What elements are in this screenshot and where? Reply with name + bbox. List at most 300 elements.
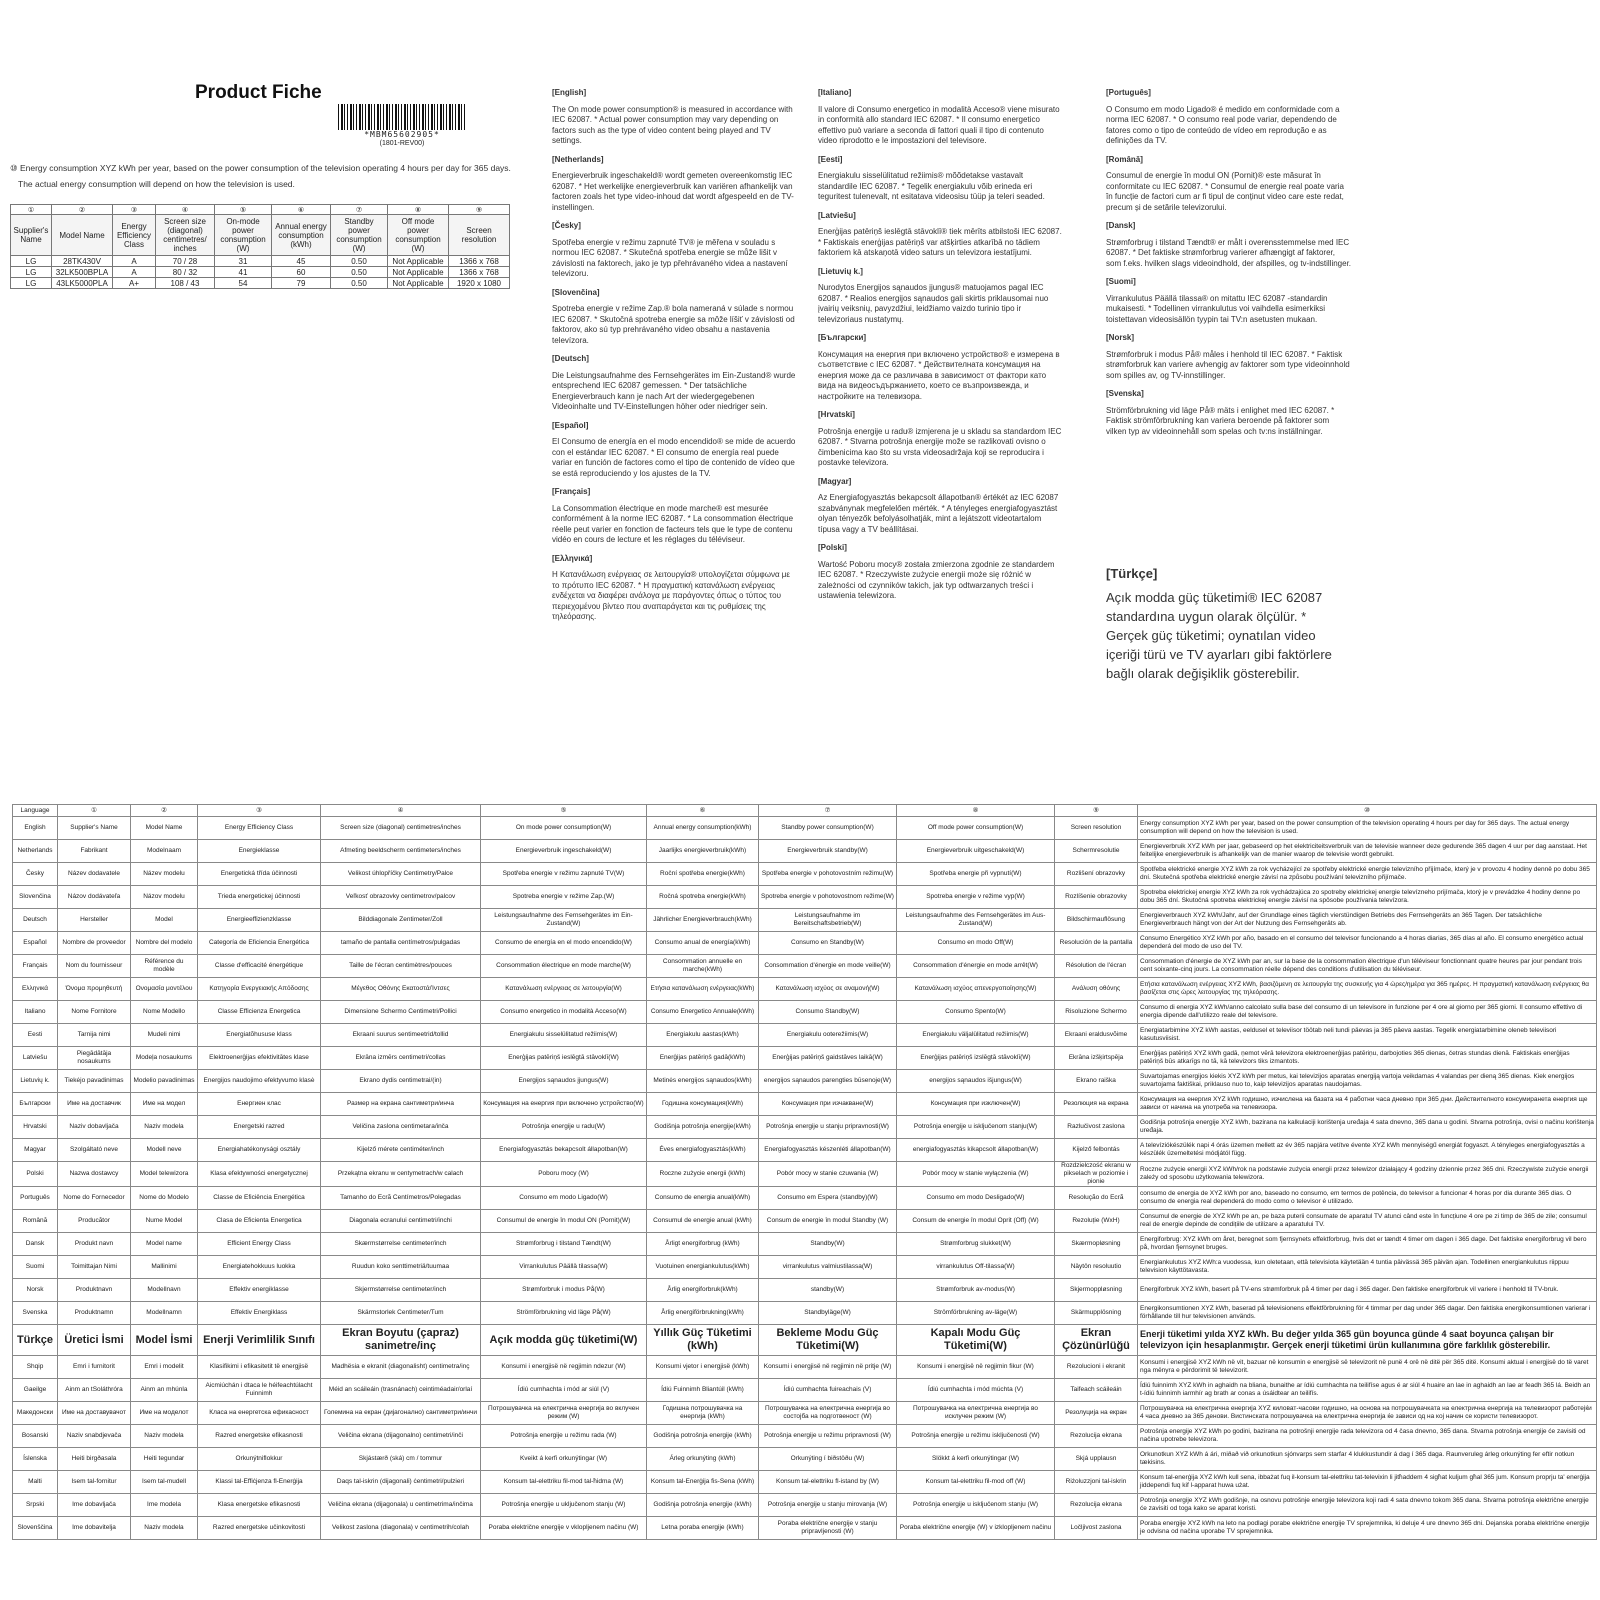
table-row (13, 1517, 1597, 1540)
lang-body: Strömförbrukning vid läge På® mäts i enlighet med IEC 62087. * Faktisk strömförbrukning kan variera beroende på faktorer som vilken typ av videoinnehåll som spelas och tv:ns inställningar. (1106, 405, 1335, 436)
language-name-cell: Malti (13, 1471, 58, 1494)
table-cell: Orkunýtniflokkur (198, 1448, 321, 1471)
table-cell: Název modelu (131, 863, 198, 886)
table-cell: Modeļa nosaukums (131, 1047, 198, 1070)
table-cell: Rezolucioni i ekranit (1055, 1356, 1138, 1379)
table-row (13, 1139, 1597, 1162)
table-cell: Consumo em modo Ligado(W) (481, 1187, 647, 1210)
lang-body: O Consumo em modo Ligado® é medido em conformidade com a norma IEC 62087. * O consumo real pode variar, dependendo de fatores como o tipo de conteúdo de vídeo em reprodução e as definições da TV. (1106, 104, 1340, 145)
table-cell: Název dodavatele (58, 863, 131, 886)
language-name-cell: Polski (13, 1162, 58, 1187)
table-cell: On mode power consumption(W) (481, 817, 647, 840)
table-row (13, 1302, 1597, 1325)
language-name-cell: Lietuvių k. (13, 1070, 58, 1093)
table-cell: Hersteller (58, 909, 131, 932)
table-cell: Model (131, 909, 198, 932)
table-cell: Potrošnja energije u režimu isključenosti (W) (897, 1425, 1055, 1448)
lang-heading: [Norsk] (1106, 333, 1135, 342)
table-cell: Naziv modela (131, 1116, 198, 1139)
summary-header: Screen resolution (449, 215, 510, 256)
table-cell: Modelio pavadinimas (131, 1070, 198, 1093)
table-cell: Klasa energetske efikasnosti (198, 1494, 321, 1517)
language-name-cell: Türkçe (13, 1325, 58, 1356)
summary-num: ② (52, 205, 113, 215)
table-cell: Konsumi i energjisë në regjimin ndezur (W) (481, 1356, 647, 1379)
table-cell: Screen size (diagonal) centimetres/inches (321, 817, 481, 840)
table-cell: Nome do Fornecedor (58, 1187, 131, 1210)
table-cell: Pobór mocy w stanie wyłączenia (W) (897, 1162, 1055, 1187)
table-cell: Standby(W) (759, 1233, 897, 1256)
summary-row (11, 278, 510, 289)
table-cell: Årligt energiforbrug (kWh) (647, 1233, 759, 1256)
table-cell: Skjermoppløsning (1055, 1279, 1138, 1302)
table-cell: Консумация на енергия XYZ kWh годишно, изчислена на базата на 4 работни часа дневно при 365 дни. Действителното консумиранета енергия ще зависи от начина на употреба на телевизора. (1138, 1093, 1597, 1116)
table-cell: Konsum tal-elettriku fil-mod tal-ħidma (W) (481, 1471, 647, 1494)
lang-heading: [Română] (1106, 154, 1143, 164)
table-cell: Letna poraba energije (kWh) (647, 1517, 759, 1540)
table-cell: Categoría de Eficiencia Energética (198, 932, 321, 955)
table-row (13, 863, 1597, 886)
table-cell: Консумация на енергия при включено устройство(W) (481, 1093, 647, 1116)
lang-body: Energiakulu sisselülitatud režiimis® mõõdetakse vastavalt standardile IEC 62087. * Tegelik energiakulu võib erineda eri teguritest tulenevalt, nt esitatava videosisu tüüp ja teleri seaded. (818, 171, 1045, 201)
table-cell: Consumo de energía en el modo encendido(W) (481, 932, 647, 955)
table-cell: Mallinimi (131, 1256, 198, 1279)
summary-header: On-mode power consumption (W) (215, 215, 272, 256)
table-cell: Poraba električne energije v stanju pripravljenosti (W) (759, 1517, 897, 1540)
lang-body: Il valore di Consumo energetico in modalità Acceso® viene misurato in conformità allo standard IEC 62087. * Il consumo energetico effettivo può variare a seconda di fattori quali il tipo di contenuto video riprodotto e le impostazioni del televisore. (818, 104, 1060, 145)
table-row (13, 1448, 1597, 1471)
language-name-cell: Gaeilge (13, 1379, 58, 1402)
table-cell: Ídiú Fuinnimh Bliantúil (kWh) (647, 1379, 759, 1402)
table-cell: Tamanho do Ecrã Centímetros/Polegadas (321, 1187, 481, 1210)
summary-cell: LG (11, 267, 52, 278)
summary-cell: 43LK5000PLA (52, 278, 113, 289)
table-cell: Suvartojamas energijos kiekis XYZ kWh per metus, kai televizijos aparatas energiją vartoja veikdamas 4 valandas per dieną 365 dienas. Kiek energijos suvartojama faktiškai, priklauso nuo to, kaip televizijos aparatas naudojamas. (1138, 1070, 1597, 1093)
table-header-cell: ⑧ (897, 805, 1055, 817)
table-cell: Потрошувачка на електрична енергија во состојба на подготвеност (W) (759, 1402, 897, 1425)
language-name-cell: Deutsch (13, 909, 58, 932)
table-cell: Consumul de energie anual (kWh) (647, 1210, 759, 1233)
table-cell: Poraba električne energije v vklopljenem načinu (W) (481, 1517, 647, 1540)
table-cell: Ekran Boyutu (çapraz) sanimetre/inç (321, 1325, 481, 1356)
table-cell: Ruudun koko senttimetriä/tuumaa (321, 1256, 481, 1279)
table-cell: Strømforbruk i modus På(W) (481, 1279, 647, 1302)
table-cell: Taifeach scáileáin (1055, 1379, 1138, 1402)
table-cell: Skjermstørrelse centimeter/inch (321, 1279, 481, 1302)
summary-cell: 79 (272, 278, 331, 289)
table-cell: Klassi tal-Effiċjenza fl-Enerġija (198, 1471, 321, 1494)
table-cell: Energiatehokkuus luokka (198, 1256, 321, 1279)
table-cell: Consumo em Espera (standby)(W) (759, 1187, 897, 1210)
table-cell: Rozlíšenie obrazovky (1055, 886, 1138, 909)
table-cell: Consumo Standby(W) (759, 1001, 897, 1024)
table-cell: Emri i furnitorit (58, 1356, 131, 1379)
table-cell: Consumul de energie în modul ON (Pornit)(W) (481, 1210, 647, 1233)
summary-cell: LG (11, 278, 52, 289)
table-cell: Energy consumption XYZ kWh per year, based on the power consumption of the television operating 4 hours per day for 365 days. The actual energy consumption will depend on how the television is used. (1138, 817, 1597, 840)
table-cell: Spotreba elektrickej energie XYZ kWh za rok vychádzajúca zo spotreby elektrickej energie televízneho prijímača, ktorý je v prevádzke 4 hodiny denne po dobu 365 dní. Skutočná spotreba elektrickej energie závisí na spôsobe používania televízora. (1138, 886, 1597, 909)
language-name-cell: Français (13, 955, 58, 978)
table-cell: Konsum tal-elettriku fl-istand by (W) (759, 1471, 897, 1494)
table-cell: Bildschirmauflösung (1055, 909, 1138, 932)
summary-number-row (11, 205, 510, 215)
table-row (13, 817, 1597, 840)
lang-body: Die Leistungsaufnahme des Fernsehgerätes im Ein-Zustand® wurde entsprechend IEC 62087 gemessen. * Der tatsächliche Energieverbrauch kann je nach Art der wiedergegebenen Videoinhalte und TV-Einstellungen höher oder niedriger sein. (552, 370, 796, 411)
table-cell: Virrankulutus Päällä tilassa(W) (481, 1256, 647, 1279)
summary-num: ⑥ (272, 205, 331, 215)
table-cell: Energiankulutus XYZ kWh:a vuodessa, kun oletetaan, että televisiota käytetään 4 tuntia päivässä 365 päivän ajan. Todellinen energiankulutus riippuu television käyttötavasta. (1138, 1256, 1597, 1279)
language-name-cell: English (13, 817, 58, 840)
table-header-cell: ① (58, 805, 131, 817)
lang-heading: [Français] (552, 487, 591, 496)
page-title: Product Fiche (195, 82, 322, 103)
table-cell: Jährlicher Energieverbrauch(kWh) (647, 909, 759, 932)
table-cell: Enerji Verimlilik Sınıfı (198, 1325, 321, 1356)
table-cell: Kijelző felbontás (1055, 1139, 1138, 1162)
table-cell: Energieverbrauch XYZ kWh/Jahr, auf der Grundlage eines täglich vierstündigen Betriebs des Fernsehgeräts an 365 Tagen. Der tatsächliche Energieverbrauch hängt von der Art der Nutzung des Fernsehgeräts ab. (1138, 909, 1597, 932)
table-cell: Piegādātāja nosaukums (58, 1047, 131, 1070)
summary-header: Model Name (52, 215, 113, 256)
table-row (13, 978, 1597, 1001)
table-cell: Spotreba energie v pohotovostnom režime(W) (759, 886, 897, 909)
lang-heading: [Polski] (818, 543, 847, 552)
table-cell: Screen resolution (1055, 817, 1138, 840)
table-cell: Model telewizora (131, 1162, 198, 1187)
summary-header: Standby power consumption (W) (331, 215, 388, 256)
table-cell: Consommation d'énergie en mode arrêt(W) (897, 955, 1055, 978)
table-cell: Ekrano raiška (1055, 1070, 1138, 1093)
table-cell: Vuotuinen energiankulutus(kWh) (647, 1256, 759, 1279)
table-cell: Energetski razred (198, 1116, 321, 1139)
table-row (13, 1162, 1597, 1187)
table-cell: Roczne zużycie energii (kWh) (647, 1162, 759, 1187)
table-cell: Spotreba energie v režime vyp(W) (897, 886, 1055, 909)
table-cell: Metinės energijos sąnaudos(kWh) (647, 1070, 759, 1093)
table-cell: Heiti tegundar (131, 1448, 198, 1471)
table-cell: Име на модел (131, 1093, 198, 1116)
table-cell: Produktnavn (58, 1279, 131, 1302)
table-header-cell: ④ (321, 805, 481, 817)
barcode-text: *MBM65602905* (364, 130, 440, 139)
language-name-cell: Eesti (13, 1024, 58, 1047)
summary-cell: 32LK500BPLA (52, 267, 113, 278)
table-cell: Име на доставчик (58, 1093, 131, 1116)
lang-heading: [Hrvatski] (818, 410, 855, 419)
language-name-cell: Español (13, 932, 58, 955)
table-cell: Model name (131, 1233, 198, 1256)
table-cell: Tarnija nimi (58, 1024, 131, 1047)
table-cell: Isem tal-mudell (131, 1471, 198, 1494)
table-cell: Κατηγορία Ενεργειακής Απόδοσης (198, 978, 321, 1001)
table-cell: Консумация при изчакване(W) (759, 1093, 897, 1116)
summary-cell: 108 / 43 (156, 278, 215, 289)
summary-cell: 28TK430V (52, 256, 113, 267)
table-cell: Ainm an tSoláthróra (58, 1379, 131, 1402)
table-cell: Méid an scáileáin (trasnánach) ceintiméadair/orlaí (321, 1379, 481, 1402)
table-cell: Potrošnja energije u isključenom stanju(W) (897, 1116, 1055, 1139)
table-cell: Model İsmi (131, 1325, 198, 1356)
barcode-revision: (1801-REV00) (379, 140, 425, 147)
table-cell: Consumo Energético XYZ kWh por año, basado en el consumo del televisor funcionando a 4 horas diarias, 365 días al año. El consumo energético actual dependerá del modo de uso del TV. (1138, 932, 1597, 955)
lang-body: La Consommation électrique en mode marche® est mesurée conformément à la norme IEC 62087. * La consommation électrique réelle peut varier en fonction de facteurs tels que le type de contenu vidéo en cours de lecture et les réglages du téléviseur. (552, 503, 794, 544)
lang-body: Strømforbruk i modus På® måles i henhold til IEC 62087. * Faktisk strømforbruk kan variere avhengig av faktorer som type videoinnhold som spilles av, og TV-innstillinger. (1106, 349, 1350, 380)
lang-body: Spotreba energie v režime Zap.® bola nameraná v súlade s normou IEC 62087. * Skutočná spotreba energie sa môže líšiť v závislosti od faktorov, ako sú typ prehrávaného video obsahu a nastavenia televízora. (552, 304, 795, 345)
table-cell: Godišnja potrošnja energije (kWh) (647, 1494, 759, 1517)
summary-cell: A (113, 256, 156, 267)
table-cell: Näytön resoluutio (1055, 1256, 1138, 1279)
table-cell: Energieverbruik standby(W) (759, 840, 897, 863)
table-cell: Consumo Spento(W) (897, 1001, 1055, 1024)
table-cell: Heiti birgðasala (58, 1448, 131, 1471)
table-cell: Naziv snabdjevača (58, 1425, 131, 1448)
table-cell: Όνομα προμηθευτή (58, 978, 131, 1001)
table-cell: Ídiú cumhachta i mód ar siúl (V) (481, 1379, 647, 1402)
language-translation-table (12, 804, 1597, 1540)
table-cell: Nome Fornitore (58, 1001, 131, 1024)
table-cell: Skjástærð (ská) cm / tommur (321, 1448, 481, 1471)
lang-heading: [Svenska] (1106, 389, 1144, 398)
lang-body: The On mode power consumption® is measured in accordance with IEC 62087. * Actual power consumption may vary depending on factors such as the type of video content being played and TV settings. (552, 104, 793, 145)
table-cell: Ime dobavljača (58, 1494, 131, 1517)
table-cell: Konsum tal-enerġija XYZ kWh kull sena, ibbażat fuq il-konsum tal-elettriku tat-televixin li jitħaddem 4 sigħat kuljum għal 365 jum. Konsum proprju ta' enerġija jiddependi fuq kif l-apparat huwa użat. (1138, 1471, 1597, 1494)
lang-heading: [Slovenčina] (552, 287, 600, 297)
table-cell: Dimensione Schermo Centimetri/Pollici (321, 1001, 481, 1024)
table-cell: Potrošnja energije u uključenom stanju (W) (481, 1494, 647, 1517)
table-cell: Nombre del modelo (131, 932, 198, 955)
table-cell: Enerģijas patēriņš izslēgtā stāvoklī(W) (897, 1047, 1055, 1070)
table-cell: energijos sąnaudos išjungus(W) (897, 1070, 1055, 1093)
lang-body: Strømforbrug i tilstand Tændt® er målt i overensstemmelse med IEC 62087. * Det faktiske strømforbrug varierer afhængigt af faktorer, som f.eks. hvilken slags videoindhold, der afspilles, og tv-indstillinger. (1106, 237, 1352, 268)
table-cell: Klasa efektywności energetycznej (198, 1162, 321, 1187)
table-cell: Názov dodávateľa (58, 886, 131, 909)
table-cell: Konsumi i energjisë në regjimin fikur (W) (897, 1356, 1055, 1379)
table-cell: Potrošnja energije XYZ kWh po godini, bazirana na potrošnji energije rada televizora od 4 časa dnevno, 365 dana. Stvarna potrošnja energije će zavisiti od načina upotrebe televizora. (1138, 1425, 1597, 1448)
table-cell: Modelnaam (131, 840, 198, 863)
table-cell: Årlig energiförbrukning(kWh) (647, 1302, 759, 1325)
table-cell: Потрошувачка на електрична енергија во вклучен режим (W) (481, 1402, 647, 1425)
table-cell: Naziv dobavljača (58, 1116, 131, 1139)
table-cell: Rezoluție (WxH) (1055, 1210, 1138, 1233)
table-cell: Consumul de energie de XYZ kWh pe an, pe baza puterii consumate de aparatul TV atunci când este în funcțiune 4 ore pe zi timp de 365 de zile; consumul real de energie depinde de condițiile de utilizare a aparatului TV. (1138, 1210, 1597, 1233)
table-cell: Référence du modèle (131, 955, 198, 978)
table-cell: Κατανάλωση ενέργειας σε λειτουργία(W) (481, 978, 647, 1001)
table-cell: Μέγεθος Οθόνης Εκατοστά/Ίντσες (321, 978, 481, 1001)
table-cell: Enerģijas patēriņš ieslēgtā stāvoklī(W) (481, 1047, 647, 1070)
table-cell: Ídiú cumhachta i mód múchta (V) (897, 1379, 1055, 1402)
table-cell: Resolução do Ecrã (1055, 1187, 1138, 1210)
summary-header: Screen size (diagonal) centimetres/ inches (156, 215, 215, 256)
table-cell: Nome Modello (131, 1001, 198, 1024)
summary-header: Annual energy consumption (kWh) (272, 215, 331, 256)
table-cell: Consommation électrique en mode marche(W) (481, 955, 647, 978)
lang-body: Potrošnja energije u radu® izmjerena je u skladu sa standardom IEC 62087. * Stvarna potrošnja energije može se razlikovati ovisno o čimbenicima kao što su vrsta videosadržaja koji se reproducira i postavke televizora. (818, 426, 1062, 467)
summary-num: ⑦ (331, 205, 388, 215)
table-header-cell: ⑩ (1138, 805, 1597, 817)
table-cell: virrankulutus Off-tilassa(W) (897, 1256, 1055, 1279)
table-cell: Skjá upplausn (1055, 1448, 1138, 1471)
table-cell: Годишна потрошувачка на енергија (kWh) (647, 1402, 759, 1425)
table-cell: Standby power consumption(W) (759, 817, 897, 840)
table-cell: Classe d'efficacité énergétique (198, 955, 321, 978)
lang-heading: [Ελληνικά] (552, 553, 593, 563)
table-cell: Elektroenerģijas efektivitātes klase (198, 1047, 321, 1070)
table-cell: Консумация при изключен(W) (897, 1093, 1055, 1116)
table-cell: Naziv modela (131, 1517, 198, 1540)
table-cell: Consumo em modo Desligado(W) (897, 1187, 1055, 1210)
table-cell: Enerģijas patēriņš gaidstāves laikā(W) (759, 1047, 897, 1070)
language-name-cell: Português (13, 1187, 58, 1210)
language-name-cell: Suomi (13, 1256, 58, 1279)
lang-body: Spotřeba energie v režimu zapnuté TV® je měřena v souladu s normou IEC 62087. * Skutečná spotřeba energie se může lišit v závislosti na faktorech, jako je typ přehrávaného videa a nastavení televizoru. (552, 237, 788, 278)
table-cell: Yıllık Güç Tüketimi (kWh) (647, 1325, 759, 1356)
table-cell: Résolution de l'écran (1055, 955, 1138, 978)
table-cell: Consum de energie în modul Oprit (Off) (W) (897, 1210, 1055, 1233)
language-column-1 (552, 80, 797, 623)
table-cell: Потрошувачка на електрична енергија XYZ киловат-часови годишно, на основа на потрошувачката на електрична енергија на телевизорот работејќи 4 часа дневно за 365 денови. Вистинската потрошувачка на електрична енергија ќе зависи од на кој начин се користи телевизорот. (1138, 1402, 1597, 1425)
table-cell: Szolgáltató neve (58, 1139, 131, 1162)
table-cell: Име на моделот (131, 1402, 198, 1425)
lang-heading: [Dansk] (1106, 221, 1136, 230)
table-cell: Spotreba energie v režime Zap.(W) (481, 886, 647, 909)
table-row (13, 1402, 1597, 1425)
turkish-lang-heading: [Türkçe] (1106, 566, 1158, 581)
table-cell: Emri i modelit (131, 1356, 198, 1379)
table-cell: Slökkt á kerfi orkunýtingar (W) (897, 1448, 1055, 1471)
table-cell: Isem tal-fornitur (58, 1471, 131, 1494)
summary-cell: 80 / 32 (156, 267, 215, 278)
table-cell: Daqs tal-iskrin (dijagonali) ċentimetri/pulzieri (321, 1471, 481, 1494)
table-row (13, 1001, 1597, 1024)
table-cell: Potrošnja energije u isključenom stanju (W) (897, 1494, 1055, 1517)
table-row (13, 1356, 1597, 1379)
table-cell: standby(W) (759, 1279, 897, 1302)
language-name-cell: Dansk (13, 1233, 58, 1256)
summary-cell: 60 (272, 267, 331, 278)
table-cell: energiafogyasztás kikapcsolt állapotban(W) (897, 1139, 1055, 1162)
table-cell: Potrošnja energije u stanju pripravnosti(W) (759, 1116, 897, 1139)
table-cell: Razred energetske efikasnosti (198, 1425, 321, 1448)
table-cell: Potrošnja energije XYZ kWh godišnje, na osnovu potrošnje energije televizora koji radi 4 sata dnevno tokom 365 dana. Stvarna potrošnja električne energije će zavisiti od toga kako se aparat koristi. (1138, 1494, 1597, 1517)
table-cell: Ekrāna izmērs centimetri/collas (321, 1047, 481, 1070)
table-cell: consumo de energia de XYZ kWh por ano, baseado no consumo, em termos de potência, do televisor a funcionar 4 horas por dia durante 365 dias. O consumo de energia real dependerá do modo como o televisor é utilizado. (1138, 1187, 1597, 1210)
summary-cell: Not Applicable (388, 256, 449, 267)
table-cell: Consumo en Standby(W) (759, 932, 897, 955)
language-name-cell: Ελληνικά (13, 978, 58, 1001)
table-cell: Konsum tal-elettriku fil-mod off (W) (897, 1471, 1055, 1494)
table-cell: Bilddiagonale Zentimeter/Zoll (321, 909, 481, 932)
language-name-cell: Slovenščina (13, 1517, 58, 1540)
table-row (13, 1047, 1597, 1070)
table-row (13, 1279, 1597, 1302)
table-cell: Nazwa dostawcy (58, 1162, 131, 1187)
table-cell: Classe de Eficiência Energética (198, 1187, 321, 1210)
table-cell: Ločljivost zaslona (1055, 1517, 1138, 1540)
table-cell: Veličina ekrana (dijagonala) u centimetrima/inčima (321, 1494, 481, 1517)
table-cell: Consumo Energetico Annuale(kWh) (647, 1001, 759, 1024)
lang-heading: [Italiano] (818, 88, 852, 97)
table-row (13, 840, 1597, 863)
lang-body: Virrankulutus Päällä tilassa® on mitattu IEC 62087 -standardin mukaisesti. * Todellinen virrankulutus voi vaihdella esimerkiksi toistettavan videosisällön tyypin tai TV:n asetusten mukaan. (1106, 293, 1328, 324)
table-cell: Skærmopløsning (1055, 1233, 1138, 1256)
summary-cell: 45 (272, 256, 331, 267)
table-cell: Éves energiafogyasztás(kWh) (647, 1139, 759, 1162)
table-cell: Consumo en modo Off(W) (897, 932, 1055, 955)
table-cell: Mudeli nimi (131, 1024, 198, 1047)
summary-header: Energy Efficiency Class (113, 215, 156, 256)
summary-header: Supplier's Name (11, 215, 52, 256)
table-cell: Kijelző mérete centiméter/inch (321, 1139, 481, 1162)
table-cell: Schermresolutie (1055, 840, 1138, 863)
lang-body: El Consumo de energía en el modo encendido® se mide de acuerdo con el estándar IEC 62087. * El consumo de energía real puede variar en función de factores como el tipo de contenido de vídeo que se está reproduciendo y los ajustes de la TV. (552, 437, 796, 478)
table-cell: Konsumi i energjisë në regjimin në pritje (W) (759, 1356, 897, 1379)
table-cell: Razred energetske učinkovitosti (198, 1517, 321, 1540)
table-cell: Ονομασία μοντέλου (131, 978, 198, 1001)
table-row (13, 1379, 1597, 1402)
table-cell: virrankulutus valmiustilassa(W) (759, 1256, 897, 1279)
lang-heading: [Español] (552, 420, 589, 430)
table-cell: Резолюция на екрана (1055, 1093, 1138, 1116)
table-cell: Strömförbrukning av-läge(W) (897, 1302, 1055, 1325)
table-cell: Energieverbruik XYZ kWh per jaar, gebaseerd op het elektriciteitsverbruik van de televisie wanneer deze gedurende 365 dagen 4 uur per dag aanstaat. Het feitelijke energieverbruik is afhankelijk van de manier waarop de televisie wordt gebruikt. (1138, 840, 1597, 863)
table-cell: Przekątna ekranu w centymetrach/w calach (321, 1162, 481, 1187)
language-name-cell: Srpski (13, 1494, 58, 1517)
summary-num: ① (11, 205, 52, 215)
table-cell: Riżoluzzjoni tal-iskrin (1055, 1471, 1138, 1494)
table-cell: Konsumi vjetor i energjisë (kWh) (647, 1356, 759, 1379)
table-cell: Energiafogyasztás bekapcsolt állapotban(W) (481, 1139, 647, 1162)
table-row (13, 886, 1597, 909)
table-cell: Modell neve (131, 1139, 198, 1162)
table-cell: Off mode power consumption(W) (897, 817, 1055, 840)
table-cell: Názov modelu (131, 886, 198, 909)
table-cell: Energieklasse (198, 840, 321, 863)
table-cell: Bekleme Modu Güç Tüketimi(W) (759, 1325, 897, 1356)
table-cell: Leistungsaufnahme im Bereitschaftsbetrieb(W) (759, 909, 897, 932)
summary-cell: Not Applicable (388, 278, 449, 289)
table-row (13, 1070, 1597, 1093)
table-cell: Orkunýting í biðstöðu (W) (759, 1448, 897, 1471)
lang-heading: [Česky] (552, 221, 581, 230)
table-cell: Potrošnja energije u radu(W) (481, 1116, 647, 1139)
table-cell: Размер на екрана сантиметри/инча (321, 1093, 481, 1116)
table-cell: Godišnja potrošnja energije(kWh) (647, 1116, 759, 1139)
table-cell: Energiafogyasztás készenléti állapotban(W) (759, 1139, 897, 1162)
barcode-image (338, 104, 466, 130)
table-cell: Spotřeba elektrické energie XYZ kWh za rok vycházející ze spotřeby elektrické energie televizního přijímače, který je v provozu 4 hodiny denně po dobu 365 dní. Skutečná spotřeba elektrické energie závisí na způsobu používání televizního přijímače. (1138, 863, 1597, 886)
table-cell: Nome do Modelo (131, 1187, 198, 1210)
table-cell: Големина на екран (дијагонално) сантиметри/инчи (321, 1402, 481, 1425)
table-cell: Pobór mocy w stanie czuwania (W) (759, 1162, 897, 1187)
table-cell: Classe Efficienza Energetica (198, 1001, 321, 1024)
lang-body: Nurodytos Energijos sąnaudos įjungus® matuojamos pagal IEC 62087. * Realios energijos sąnaudos gali skirtis priklausomai nuo įvairių veiksnių, pavyzdžiui, leidžiamo vaizdo turinio tipo ir televizoriaus nustatymų. (818, 283, 1049, 324)
table-cell: Consommation d'énergie en mode veille(W) (759, 955, 897, 978)
lang-body: Consumul de energie în modul ON (Pornit)® este măsurat în conformitate cu IEC 62087. * Consumul de energie real poate varia în funcție de factori cum ar fi tipul de conținut video care este redat, precum și de setările televizorului. (1106, 171, 1344, 212)
lang-body: Консумация на енергия при включено устройство® е измерена в съответствие с IEC 62087. * Действителната консумация на енергия може да се различава в зависимост от фактори като вида на видеосъдържанието, което се възпроизвежда, и настройките на телевизора. (818, 349, 1060, 401)
table-row (13, 1494, 1597, 1517)
table-cell: Energiforbrug: XYZ kWh om året, beregnet som fjernsynets effektforbrug, hvis det er tændt 4 timer om dagen i 365 dage. Det faktiske energiforbrug vil bero på, hvordan fjernsynet bruges. (1138, 1233, 1597, 1256)
table-cell: Energieverbruik uitgeschakeld(W) (897, 840, 1055, 863)
table-row (13, 1471, 1597, 1494)
table-cell: Energiakulu aastas(kWh) (647, 1024, 759, 1047)
table-cell: Ainm an mhúnla (131, 1379, 198, 1402)
summary-num: ⑤ (215, 205, 272, 215)
table-cell: Roczne zużycie energii XYZ kWh/rok na podstawie zużycia energii przez telewizor działający 4 godziny dziennie przez 365 dni. Rzeczywiste zużycie energii zależy od sposobu użytkowania telewizora. (1138, 1162, 1597, 1187)
table-cell: Класа на енергетска ефикасност (198, 1402, 321, 1425)
summary-cell: 0.50 (331, 278, 388, 289)
table-cell: Strømforbruk av-modus(W) (897, 1279, 1055, 1302)
table-cell: Strømforbrug i tilstand Tændt(W) (481, 1233, 647, 1256)
language-name-cell: Български (13, 1093, 58, 1116)
